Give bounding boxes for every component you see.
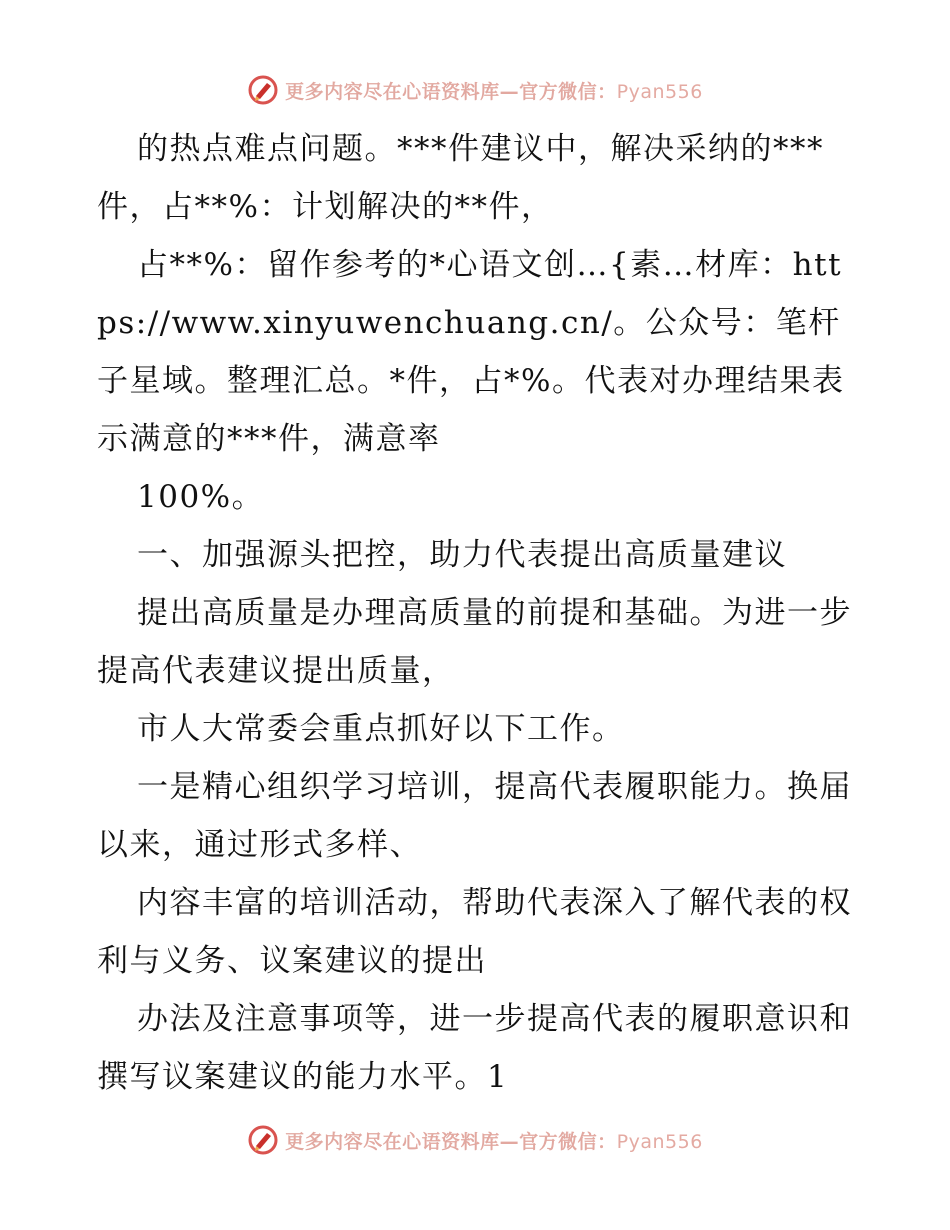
header-watermark (0, 70, 950, 110)
paragraph: 内容丰富的培训活动，帮助代表深入了解代表的权利与义务、议案建议的提出 (97, 885, 852, 979)
paragraph: 的热点难点问题。***件建议中，解决采纳的***件，占**%：计划解决的**件， (97, 131, 824, 225)
watermark-text: 更多内容尽在心语资料库—官方微信：Pyan556 (285, 80, 703, 103)
paragraph: 占**%：留作参考的*心语文创…{素…材库：https://www.xinyuwenchuang.cn/。公众号：笔杆子星域。整理汇总。*件，占*%。代表对办理结果表示满意的***件，满意率 (97, 247, 845, 457)
footer-watermark (0, 1120, 950, 1160)
watermark-logo-icon (247, 74, 279, 106)
paragraph: 100%。 (137, 479, 265, 515)
paragraph: 一是精心组织学习培训，提高代表履职能力。换届以来，通过形式多样、 (97, 769, 852, 863)
paragraph: 一、加强源头把控，助力代表提出高质量建议 (137, 537, 787, 573)
paragraph: 市人大常委会重点抓好以下工作。 (137, 711, 625, 747)
watermark-logo-icon (247, 1124, 279, 1156)
paragraph: 提出高质量是办理高质量的前提和基础。为进一步提高代表建议提出质量， (97, 595, 852, 689)
document-body (97, 120, 857, 1106)
watermark-text: 更多内容尽在心语资料库—官方微信：Pyan556 (285, 1130, 703, 1153)
paragraph: 办法及注意事项等，进一步提高代表的履职意识和撰写议案建议的能力水平。1 (97, 1001, 852, 1095)
